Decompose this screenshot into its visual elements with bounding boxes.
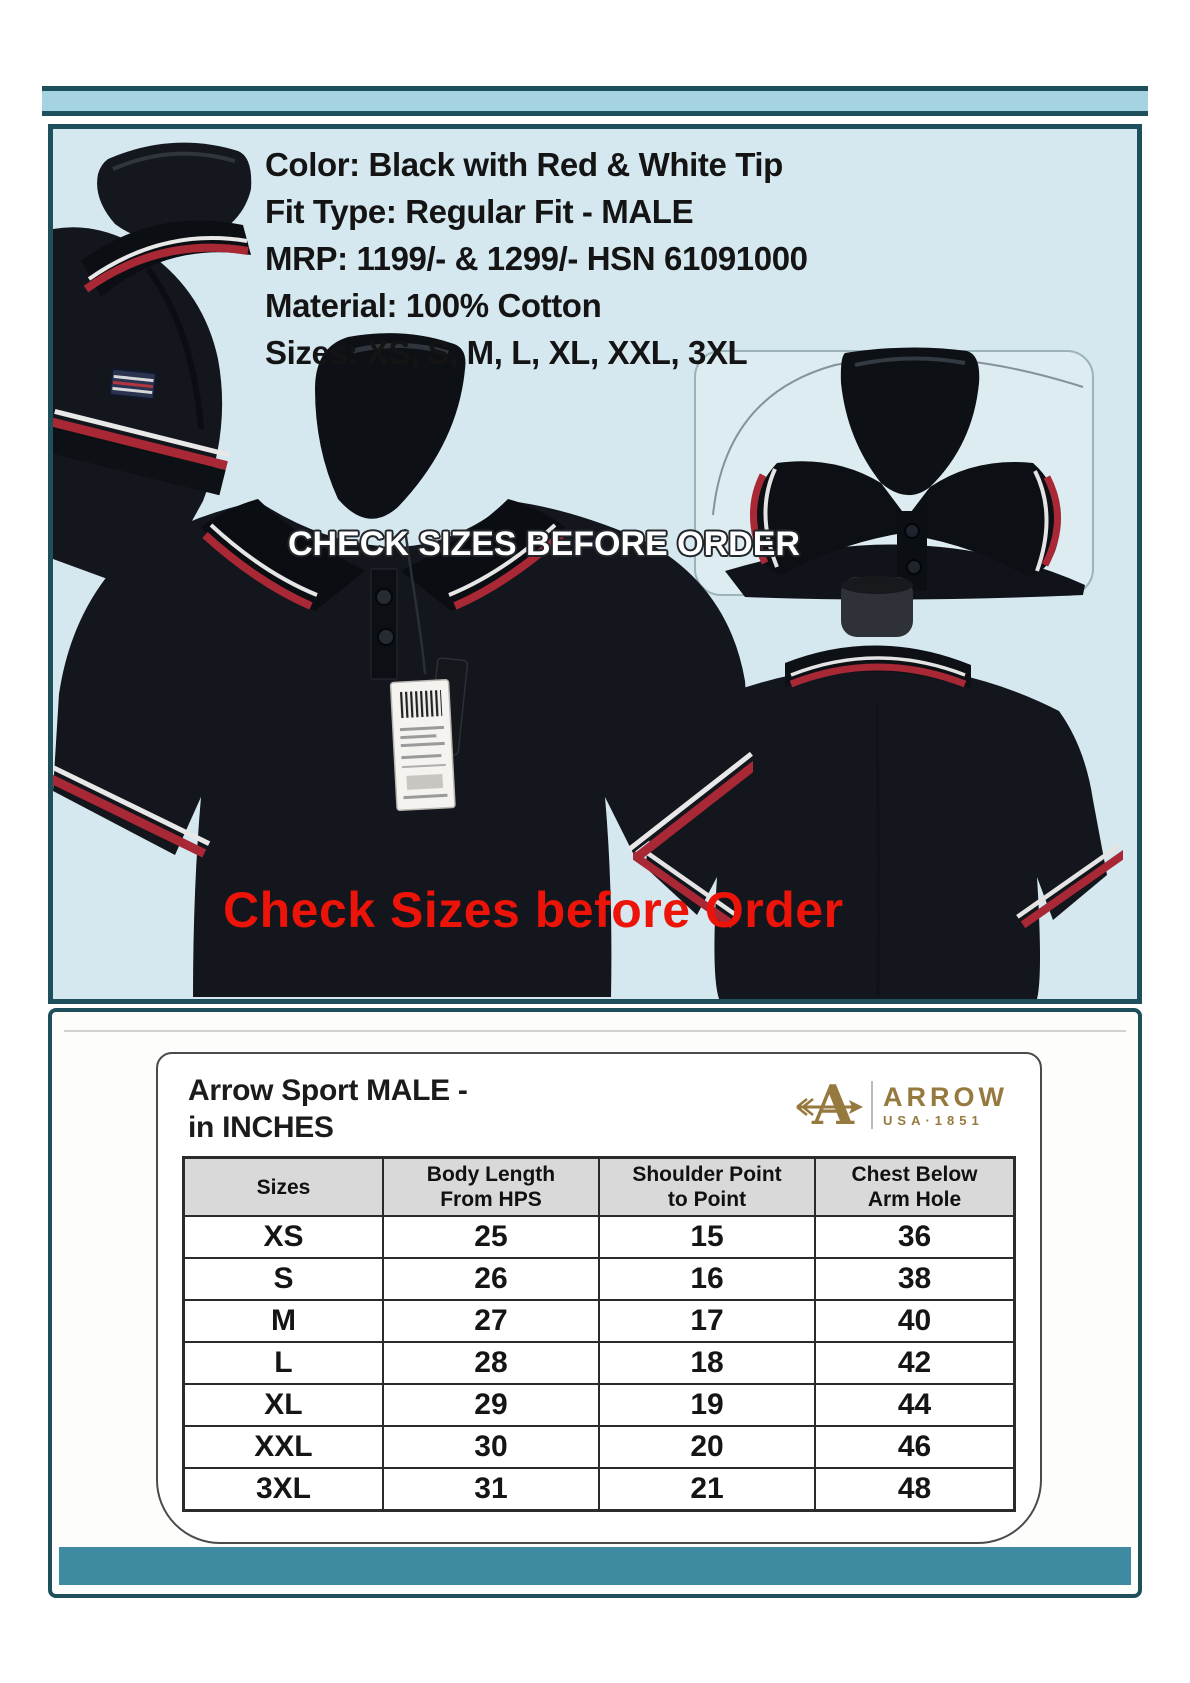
size-chart-card: [156, 1052, 1042, 1544]
col-header-shoulder: Shoulder Point to Point: [599, 1158, 815, 1217]
table-row: [184, 1216, 1015, 1258]
measurement-cell: 18: [599, 1342, 815, 1384]
size-cell: XL: [184, 1384, 383, 1426]
check-sizes-caps-note: CHECK SIZES BEFORE ORDER: [288, 525, 800, 563]
measurement-cell: 48: [815, 1468, 1014, 1511]
measurement-cell: 46: [815, 1426, 1014, 1468]
product-info-text: [265, 141, 808, 376]
measurement-cell: 21: [599, 1468, 815, 1511]
info-sizes-line: Sizes: XS, S, M, L, XL, XXL, 3XL: [265, 334, 748, 371]
size-chart-table: [182, 1156, 1016, 1512]
size-chart-panel: [48, 1008, 1142, 1598]
table-row: [184, 1342, 1015, 1384]
col-header-body-length: Body Length From HPS: [383, 1158, 599, 1217]
info-mrp-line: MRP: 1199/- & 1299/- HSN 61091000: [265, 240, 808, 277]
arrow-monogram-icon: [793, 1076, 865, 1134]
measurement-cell: 20: [599, 1426, 815, 1468]
measurement-cell: 15: [599, 1216, 815, 1258]
table-row: [184, 1426, 1015, 1468]
table-row: [184, 1258, 1015, 1300]
brand-tagline: USA·1851: [883, 1112, 984, 1128]
measurement-cell: 29: [383, 1384, 599, 1426]
measurement-cell: 25: [383, 1216, 599, 1258]
size-chart-title-line2: in INCHES: [188, 1111, 334, 1144]
measurement-cell: 27: [383, 1300, 599, 1342]
info-material-line: Material: 100% Cotton: [265, 287, 602, 324]
measurement-cell: 44: [815, 1384, 1014, 1426]
size-cell: 3XL: [184, 1468, 383, 1511]
table-row: [184, 1384, 1015, 1426]
arrow-brand-logo: [793, 1076, 1008, 1134]
measurement-cell: 42: [815, 1342, 1014, 1384]
measurement-cell: 16: [599, 1258, 815, 1300]
divider-line: [64, 1030, 1126, 1032]
product-photo-panel: [48, 124, 1142, 1004]
table-header-row: [184, 1158, 1015, 1217]
info-fit-line: Fit Type: Regular Fit - MALE: [265, 193, 694, 230]
size-cell: M: [184, 1300, 383, 1342]
size-cell: S: [184, 1258, 383, 1300]
measurement-cell: 38: [815, 1258, 1014, 1300]
logo-divider: [871, 1081, 873, 1129]
size-chart-title-line1: Arrow Sport MALE -: [188, 1074, 468, 1107]
top-accent-bar: [42, 86, 1148, 116]
table-row: [184, 1300, 1015, 1342]
measurement-cell: 19: [599, 1384, 815, 1426]
brand-name: ARROW: [883, 1081, 1008, 1112]
measurement-cell: 17: [599, 1300, 815, 1342]
size-cell: L: [184, 1342, 383, 1384]
col-header-sizes: Sizes: [184, 1158, 383, 1217]
svg-text:A: A: [812, 1076, 854, 1134]
check-sizes-red-note: Check Sizes before Order: [223, 882, 844, 938]
info-color-line: Color: Black with Red & White Tip: [265, 146, 783, 183]
measurement-cell: 28: [383, 1342, 599, 1384]
size-cell: XS: [184, 1216, 383, 1258]
measurement-cell: 40: [815, 1300, 1014, 1342]
size-chart-title: [188, 1072, 468, 1146]
bottom-accent-bar: [59, 1547, 1131, 1585]
table-row: [184, 1468, 1015, 1511]
measurement-cell: 30: [383, 1426, 599, 1468]
col-header-chest: Chest Below Arm Hole: [815, 1158, 1014, 1217]
measurement-cell: 31: [383, 1468, 599, 1511]
size-cell: XXL: [184, 1426, 383, 1468]
measurement-cell: 36: [815, 1216, 1014, 1258]
measurement-cell: 26: [383, 1258, 599, 1300]
